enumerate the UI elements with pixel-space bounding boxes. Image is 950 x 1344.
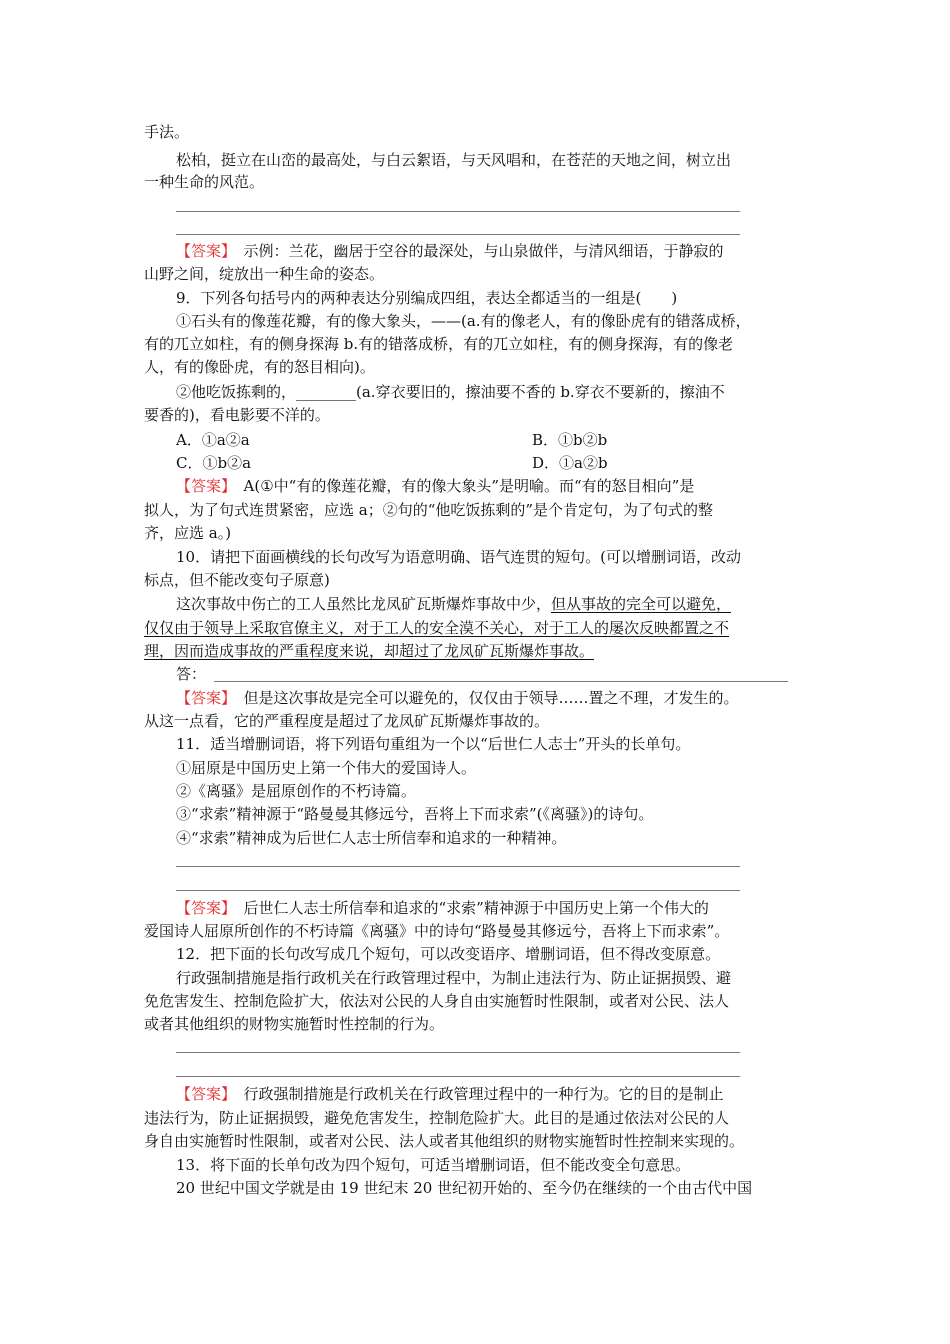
text-line: 人，有的像卧虎，有的怒目相向)。 [144,358,375,376]
question-heading: 13．将下面的长单句改为四个短句，可适当增删词语，但不能改变全句意思。 [176,1156,691,1174]
answer-blank-line [176,1052,740,1053]
answer-label: 【答案】 [176,899,244,917]
text-line: 免危害发生、控制危险扩大，依法对公民的人身自由实施暂时性限制，或者对公民、法人 [144,992,730,1010]
answer-line: 【答案】 但是这次事故是完全可以避免的，仅仅由于领导……置之不理，才发生的。 [176,689,739,707]
text-line: 从这一点看，它的严重程度是超过了龙凤矿瓦斯爆炸事故的。 [144,712,550,730]
text-line: ②他吃饭拣剩的，________(a.穿衣要旧的，擦油要不香的 b.穿衣不要新的，擦油不 [176,383,725,401]
text-line: 这次事故中伤亡的工人虽然比龙凤矿瓦斯爆炸事故中少，但从事故的完全可以避免， [176,595,732,613]
answer-blank-line [176,1076,740,1077]
question-heading: 12．把下面的长句改写成几个短句，可以改变语序、增删词语，但不得改变原意。 [176,945,721,963]
text-line: ①石头有的像莲花瓣，有的像大象头，——(a.有的像老人，有的像卧虎有的错落成桥， [176,312,751,330]
text-line: ③“求索”精神源于“路曼曼其修远兮，吾将上下而求索”(《离骚》)的诗句。 [176,805,654,823]
option-b: B．①b②b [532,431,608,449]
question-heading: 9．下列各句括号内的两种表达分别编成四组，表达全都适当的一组是( ) [176,289,678,307]
text-line: 齐，应选 a。) [144,524,232,542]
text-line: 标点，但不能改变句子原意) [144,571,330,589]
answer-blank-line [176,890,740,891]
text-line: 行政强制措施是指行政机关在行政管理过程中，为制止违法行为、防止证据损毁、避 [176,969,732,987]
text-line: 20 世纪中国文学就是由 19 世纪末 20 世纪初开始的、至今仍在继续的一个由古代中国 [176,1179,753,1197]
text-line: 或者其他组织的财物实施暂时性控制的行为。 [144,1015,445,1033]
answer-line: 【答案】 后世仁人志士所信奉和追求的“求索”精神源于中国历史上第一个伟大的 [176,899,709,917]
text-line: 有的兀立如柱，有的侧身探海 b.有的错落成桥，有的兀立如柱，有的侧身探海，有的像老 [144,335,734,353]
text-line: 手法。 [144,123,190,141]
answer-blank-line [214,681,788,682]
question-heading: 11．适当增删词语，将下列语句重组为一个以“后世仁人志士”开头的长单句。 [176,735,691,753]
answer-label: 【答案】 [176,242,244,260]
text-line: 爱国诗人屈原所创作的不朽诗篇《离骚》中的诗句“路曼曼其修远兮，吾将上下而求索”。 [144,922,730,940]
option-c: C．①b②a [176,454,252,472]
text-line: 松柏，挺立在山峦的最高处，与白云絮语，与天风唱和，在苍茫的天地之间，树立出 [176,151,732,169]
text-line: 身自由实施暂时性限制，或者对公民、法人或者其他组织的财物实施暂时性控制来实现的。 [144,1132,745,1150]
text-line: 仅仅由于领导上采取官僚主义，对于工人的安全漠不关心，对于工人的屡次反映都置之不 [144,619,730,637]
text-line: 山野之间，绽放出一种生命的姿态。 [144,265,385,283]
text-line: ②《离骚》是屈原创作的不朽诗篇。 [176,782,417,800]
question-heading: 10．请把下面画横线的长句改写为语意明确、语气连贯的短句。(可以增删词语，改动 [176,548,741,566]
answer-blank-line [176,234,740,235]
answer-line: 【答案】 示例：兰花，幽居于空谷的最深处，与山泉做伴，与清风细语，于静寂的 [176,242,724,260]
text-line: ①屈原是中国历史上第一个伟大的爱国诗人。 [176,759,477,777]
answer-label: 【答案】 [176,477,244,495]
answer-label: 【答案】 [176,689,244,707]
text-line: 理，因而造成事故的严重程度来说，却超过了龙凤矿瓦斯爆炸事故。 [144,642,595,660]
answer-line: 【答案】 行政强制措施是行政机关在行政管理过程中的一种行为。它的目的是制止 [176,1085,724,1103]
option-a: A．①a②a [176,431,250,449]
text-line: ④“求索”精神成为后世仁人志士所信奉和追求的一种精神。 [176,829,567,847]
answer-label: 【答案】 [176,1085,244,1103]
answer-blank-line [176,866,740,867]
text-line: 一种生命的风范。 [144,173,265,191]
option-d: D．①a②b [532,454,608,472]
text-line: 违法行为，防止证据损毁，避免危害发生，控制危险扩大。此目的是通过依法对公民的人 [144,1109,730,1127]
answer-prompt: 答： [176,665,207,683]
answer-line: 【答案】 A(①中“有的像莲花瓣，有的像大象头”是明喻。而“有的怒目相向”是 [176,477,695,495]
text-line: 拟人，为了句式连贯紧密，应选 a；②句的“他吃饭拣剩的”是个肯定句，为了句式的整 [144,501,714,519]
answer-blank-line [176,211,740,212]
text-line: 要香的)，看电影要不洋的。 [144,406,330,424]
